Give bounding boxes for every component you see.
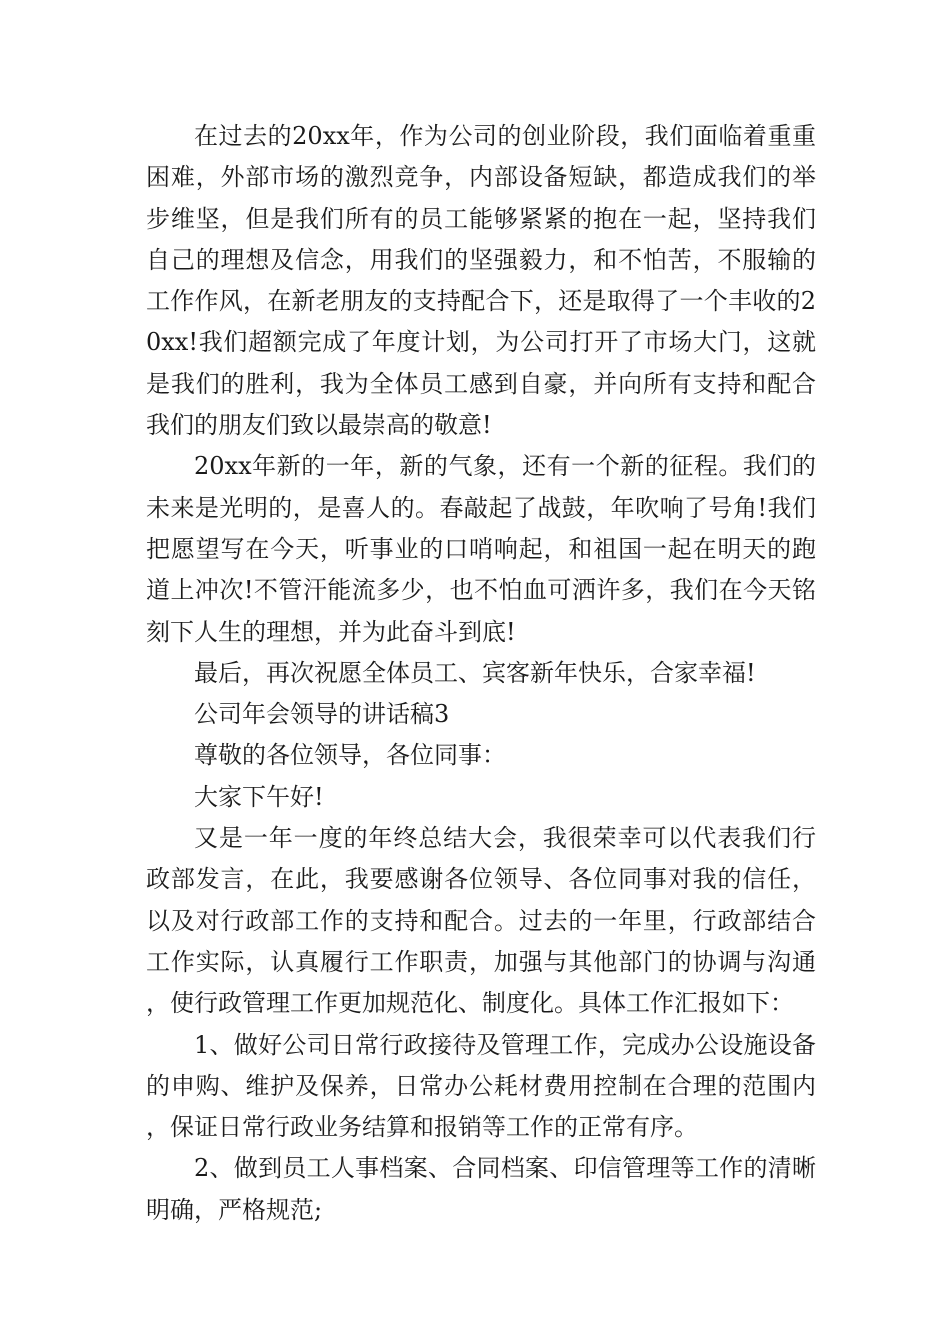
paragraph-new-year-outlook: 20xx年新的一年，新的气象，还有一个新的征程。我们的未来是光明的，是喜人的。春敲起了战鼓，年吹响了号角!我们把愿望写在今天，听事业的口哨响起，和祖国一起在明天的跑道上冲次!不管汗能流多少，也不怕血可洒许多，我们在今天铭刻下人生的理想，并为此奋斗到底! (146, 452, 816, 646)
greeting: 大家下午好! (194, 782, 324, 811)
list-item-2: 2、做到员工人事档案、合同档案、印信管理等工作的清晰明确，严格规范; (146, 1154, 816, 1224)
speech-title: 公司年会领导的讲话稿3 (194, 700, 450, 729)
list-item-1: 1、做好公司日常行政接待及管理工作，完成办公设施设备的申购、维护及保养，日常办公耗材费用控制在合理的范围内，保证日常行政业务结算和报销等工作的正常有序。 (146, 1030, 816, 1142)
document-body (146, 116, 816, 1231)
paragraph-intro-summary: 又是一年一度的年终总结大会，我很荣幸可以代表我们行政部发言，在此，我要感谢各位领导、各位同事对我的信任，以及对行政部工作的支持和配合。过去的一年里，行政部结合工作实际，认真履行工作职责，加强与其他部门的协调与沟通，使行政管理工作更加规范化、制度化。具体工作汇报如下： (146, 824, 816, 1018)
salutation: 尊敬的各位领导，各位同事： (194, 741, 506, 770)
paragraph-closing-wishes: 最后，再次祝愿全体员工、宾客新年快乐，合家幸福! (194, 658, 756, 687)
paragraph-company-founding: 在过去的20xx年，作为公司的创业阶段，我们面临着重重困难，外部市场的激烈竞争，内部设备短缺，都造成我们的举步维坚，但是我们所有的员工能够紧紧的抱在一起，坚持我们自己的理想及信念，用我们的坚强毅力，和不怕苦，不服输的工作作风，在新老朋友的支持配合下，还是取得了一个丰收的20xx!我们超额完成了年度计划，为公司打开了市场大门，这就是我们的胜利，我为全体员工感到自豪，并向所有支持和配合我们的朋友们致以最崇高的敬意! (146, 122, 816, 440)
